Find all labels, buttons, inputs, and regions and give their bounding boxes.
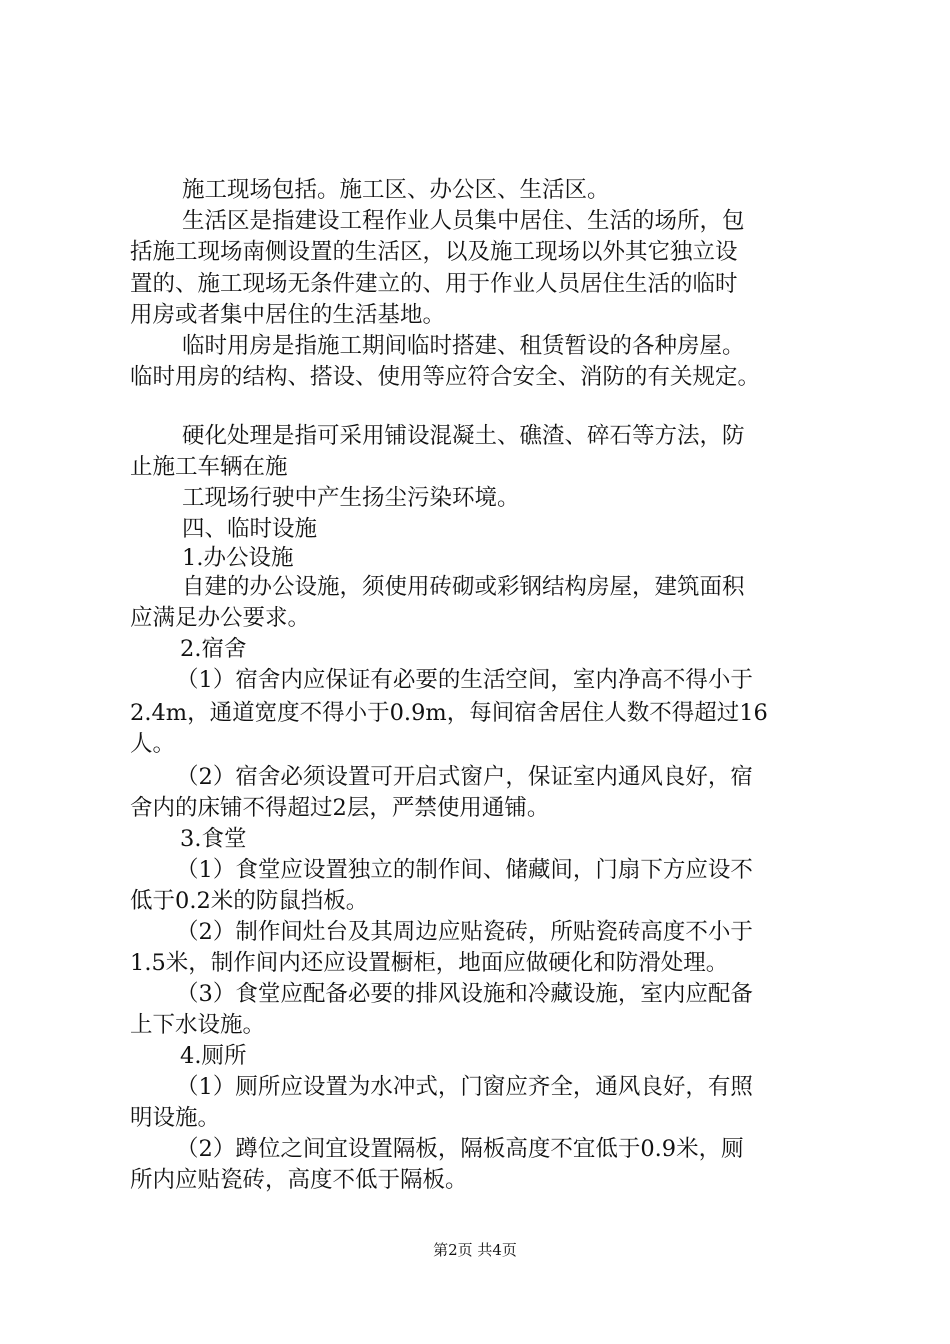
paragraph-line: （2）宿舍必须设置可开启式窗户，保证室内通风良好，宿: [176, 764, 753, 790]
paragraph-line: 置的、施工现场无条件建立的、用于作业人员居住生活的临时: [130, 271, 738, 297]
paragraph-line: 硬化处理是指可采用铺设混凝土、礁渣、碎石等方法，防: [182, 423, 745, 449]
paragraph-line: 临时用房的结构、搭设、使用等应符合安全、消防的有关规定。: [130, 364, 761, 390]
paragraph-line: 工现场行驶中产生扬尘污染环境。: [182, 485, 520, 511]
paragraph-line: 舍内的床铺不得超过2层，严禁使用通铺。: [130, 795, 550, 821]
paragraph-line: 2.4m，通道宽度不得小于0.9m，每间宿舍居住人数不得超过16: [130, 700, 768, 726]
paragraph-line: 括施工现场南侧设置的生活区，以及施工现场以外其它独立设: [130, 239, 738, 265]
paragraph-line: 生活区是指建设工程作业人员集中居住、生活的场所，包: [182, 208, 745, 234]
subsection-heading: 2.宿舍: [180, 636, 247, 662]
paragraph-line: （1）食堂应设置独立的制作间、储藏间，门扇下方应设不: [176, 857, 753, 883]
paragraph-line: （1）宿舍内应保证有必要的生活空间，室内净高不得小于: [176, 667, 753, 693]
paragraph-line: 自建的办公设施，须使用砖砌或彩钢结构房屋，建筑面积: [182, 574, 745, 600]
paragraph-line: 应满足办公要求。: [130, 605, 311, 631]
section-heading: 四、临时设施: [182, 516, 318, 542]
subsection-heading: 3.食堂: [180, 826, 247, 852]
paragraph-line: （1）厕所应设置为水冲式，门窗应齐全，通风良好，有照: [176, 1074, 753, 1100]
paragraph-line: 所内应贴瓷砖，高度不低于隔板。: [130, 1167, 468, 1193]
paragraph-line: 明设施。: [130, 1105, 221, 1131]
paragraph-line: 上下水设施。: [130, 1012, 266, 1038]
paragraph-line: 施工现场包括。施工区、办公区、生活区。: [182, 177, 610, 203]
paragraph-line: 用房或者集中居住的生活基地。: [130, 302, 446, 328]
paragraph-line: 临时用房是指施工期间临时搭建、租赁暂设的各种房屋。: [182, 333, 745, 359]
paragraph-line: 止施工车辆在施: [130, 454, 288, 480]
paragraph-line: （2）制作间灶台及其周边应贴瓷砖，所贴瓷砖高度不小于: [176, 919, 753, 945]
subsection-heading: 1.办公设施: [182, 545, 294, 571]
paragraph-line: （2）蹲位之间宜设置隔板，隔板高度不宜低于0.9米，厕: [176, 1136, 744, 1162]
paragraph-line: 低于0.2米的防鼠挡板。: [130, 888, 369, 914]
paragraph-line: 1.5米，制作间内还应设置橱柜，地面应做硬化和防滑处理。: [130, 950, 729, 976]
paragraph-line: （3）食堂应配备必要的排风设施和冷藏设施，室内应配备: [176, 981, 753, 1007]
subsection-heading: 4.厕所: [180, 1043, 247, 1069]
paragraph-line: 人。: [130, 731, 176, 757]
page-footer: 第2页 共4页: [433, 1241, 517, 1259]
